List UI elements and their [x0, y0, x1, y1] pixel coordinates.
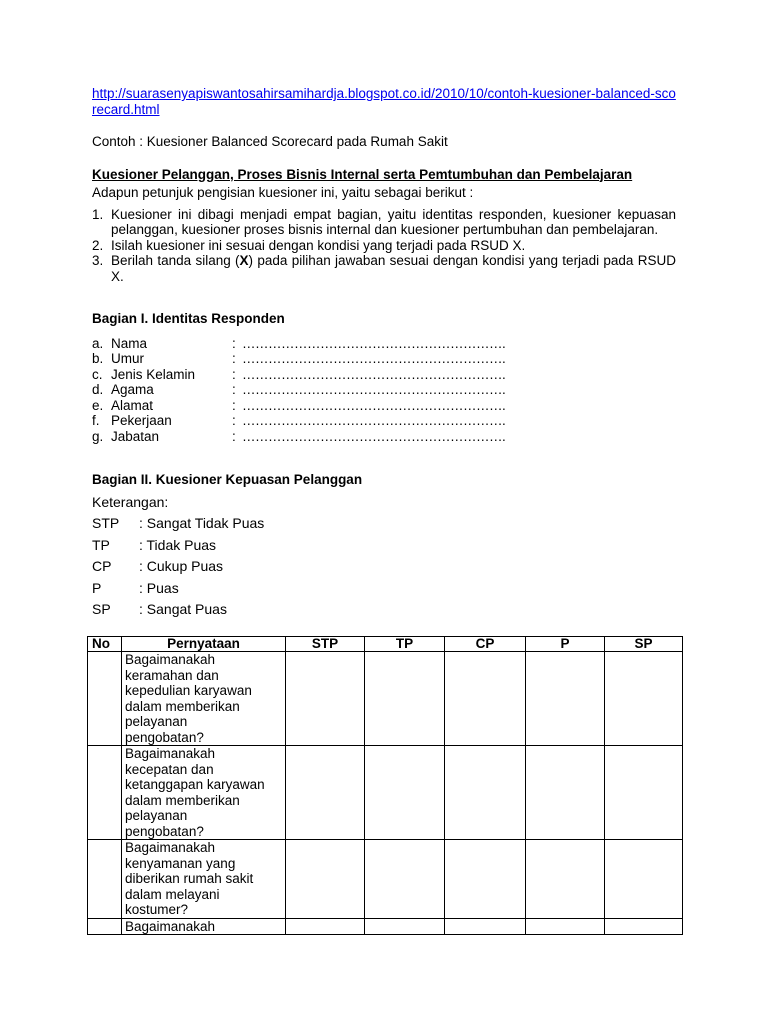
statement-cell	[122, 652, 286, 746]
answer-cell-tp[interactable]	[365, 918, 445, 935]
answer-cell-tp[interactable]	[365, 746, 445, 840]
statement-line: dalam memberikan	[125, 698, 240, 714]
statement-line: Bagaimanakah	[125, 918, 216, 934]
identity-row	[92, 398, 676, 414]
instruction-item	[92, 207, 676, 238]
answer-cell-p[interactable]	[526, 652, 605, 746]
statement-line: ketanggapan karyawan	[125, 777, 265, 792]
answer-cell-stp[interactable]	[286, 746, 365, 840]
identity-row	[92, 351, 676, 367]
identity-fields	[92, 336, 676, 445]
answer-cell-sp[interactable]	[605, 746, 683, 840]
field-label: Agama	[111, 382, 154, 397]
identity-row	[92, 367, 676, 383]
legend-row	[92, 581, 676, 603]
intro-text: Adapun petunjuk pengisian kuesioner ini, yaitu sebagai berikut :	[92, 185, 474, 200]
answer-cell-cp[interactable]	[445, 918, 526, 935]
field-letter: b.	[92, 351, 104, 366]
field-label: Alamat	[111, 397, 154, 413]
field-letter: f.	[92, 413, 100, 428]
row-number-cell	[88, 746, 122, 840]
answer-cell-tp[interactable]	[365, 840, 445, 919]
answer-cell-cp[interactable]	[445, 652, 526, 746]
legend-code: TP	[92, 536, 110, 553]
field-label: Jenis Kelamin	[111, 366, 196, 382]
answer-cell-p[interactable]	[526, 918, 605, 935]
field-blank[interactable]: …………………………………………………….	[242, 397, 506, 413]
instruction-text: ) pada pilihan jawaban sesuai dengan kondisi yang terjadi pada RSUD X.	[111, 253, 676, 284]
example-title: Contoh : Kuesioner Balanced Scorecard pada Rumah Sakit	[92, 134, 448, 149]
statement-cell	[122, 840, 286, 919]
instruction-mark: X	[239, 253, 249, 268]
field-letter: d.	[92, 382, 104, 397]
statement-line: kostumer?	[125, 902, 189, 917]
legend-code: CP	[92, 558, 112, 574]
statement-line: Bagaimanakah	[125, 746, 216, 761]
legend-code: SP	[92, 601, 111, 617]
field-letter: c.	[92, 366, 103, 382]
statement-line: pelayanan	[125, 808, 188, 823]
col-header-tp: TP	[365, 637, 445, 652]
answer-cell-stp[interactable]	[286, 840, 365, 919]
legend-title: Keterangan:	[92, 493, 169, 510]
field-colon: :	[232, 428, 236, 444]
table-row	[88, 746, 683, 840]
instruction-number: 1.	[92, 206, 104, 222]
field-colon: :	[232, 397, 236, 413]
statement-line: pengobatan?	[125, 729, 204, 745]
statement-line: kecepatan dan	[125, 761, 214, 777]
statement-line: dalam memberikan	[125, 792, 240, 808]
answer-cell-sp[interactable]	[605, 918, 683, 935]
field-blank[interactable]: …………………………………………………….	[242, 335, 506, 351]
identity-row	[92, 382, 676, 398]
legend-desc: : Puas	[139, 579, 179, 596]
field-colon: :	[232, 382, 236, 397]
legend-desc: : Sangat Puas	[139, 601, 227, 617]
identity-row	[92, 413, 676, 429]
source-link[interactable]: http://suarasenyapiswantosahirsamihardja.blogspot.co.id/2010/10/contoh-kuesioner-balanced-scorecard.html	[92, 86, 676, 117]
statement-line: keramahan dan	[125, 667, 219, 683]
legend-row	[92, 538, 676, 560]
legend-code: P	[92, 579, 102, 596]
statement-line: pelayanan	[125, 714, 188, 729]
row-number-cell	[88, 918, 122, 935]
table-row	[88, 918, 683, 935]
field-blank[interactable]: …………………………………………………….	[242, 413, 506, 428]
answer-cell-cp[interactable]	[445, 840, 526, 919]
legend-row	[92, 602, 676, 624]
statement-line: diberikan rumah sakit	[125, 871, 254, 886]
field-letter: g.	[92, 428, 104, 444]
field-colon: :	[232, 413, 236, 428]
col-header-cp: CP	[445, 637, 526, 652]
legend-desc: : Sangat Tidak Puas	[139, 515, 265, 531]
document-page	[92, 86, 676, 624]
legend	[92, 516, 676, 624]
instruction-text: Berilah tanda silang (	[111, 253, 240, 268]
field-colon: :	[232, 335, 236, 351]
statement-line: pengobatan?	[125, 823, 204, 839]
statement-line: kepedulian karyawan	[125, 683, 252, 698]
section2-title: Bagian II. Kuesioner Kepuasan Pelanggan	[92, 472, 363, 487]
legend-row	[92, 559, 676, 581]
answer-cell-sp[interactable]	[605, 652, 683, 746]
instruction-list	[92, 207, 676, 285]
col-header-pernyataan: Pernyataan	[122, 637, 286, 652]
col-header-sp: SP	[605, 637, 683, 652]
legend-row	[92, 516, 676, 538]
instruction-number: 2.	[92, 237, 104, 253]
table-row	[88, 652, 683, 746]
answer-cell-tp[interactable]	[365, 652, 445, 746]
field-label: Pekerjaan	[111, 413, 172, 428]
legend-desc: : Cukup Puas	[139, 558, 224, 574]
instruction-text: Kuesioner ini dibagi menjadi empat bagian, yaitu identitas responden, kuesioner kepuasan pelanggan, kuesioner proses bisnis internal dan kuesioner pertumbuhan dan pembelajaran.	[111, 206, 676, 237]
statement-cell	[122, 746, 286, 840]
field-blank[interactable]: …………………………………………………….	[242, 351, 506, 366]
statement-line: Bagaimanakah	[125, 652, 216, 667]
table-row	[88, 840, 683, 919]
field-blank[interactable]: …………………………………………………….	[242, 428, 506, 444]
statement-line: kenyamanan yang	[125, 855, 236, 871]
col-header-stp: STP	[286, 637, 365, 652]
field-blank[interactable]: …………………………………………………….	[242, 366, 506, 382]
instruction-number: 3.	[92, 253, 104, 268]
statement-cell	[122, 918, 286, 935]
answer-cell-p[interactable]	[526, 746, 605, 840]
field-letter: a.	[92, 335, 104, 351]
legend-desc: : Tidak Puas	[139, 536, 217, 553]
field-colon: :	[232, 351, 236, 366]
answer-cell-p[interactable]	[526, 840, 605, 919]
instruction-item	[92, 253, 676, 284]
answer-cell-cp[interactable]	[445, 746, 526, 840]
answer-cell-stp[interactable]	[286, 652, 365, 746]
table-header-row	[88, 637, 683, 652]
col-header-no: No	[88, 637, 122, 652]
row-number-cell	[88, 652, 122, 746]
field-colon: :	[232, 366, 236, 382]
section1-title: Bagian I. Identitas Responden	[92, 311, 285, 326]
instruction-item	[92, 238, 676, 254]
row-number-cell	[88, 840, 122, 919]
answer-cell-sp[interactable]	[605, 840, 683, 919]
answer-cell-stp[interactable]	[286, 918, 365, 935]
instruction-text: Isilah kuesioner ini sesuai dengan kondisi yang terjadi pada RSUD X.	[111, 237, 526, 253]
field-blank[interactable]: …………………………………………………….	[242, 382, 506, 397]
col-header-p: P	[526, 637, 605, 652]
field-label: Jabatan	[111, 428, 160, 444]
main-heading: Kuesioner Pelanggan, Proses Bisnis Internal serta Pemtumbuhan dan Pembelajaran	[92, 166, 633, 182]
statement-line: Bagaimanakah	[125, 840, 216, 855]
field-letter: e.	[92, 397, 104, 413]
identity-row	[92, 336, 676, 352]
field-label: Nama	[111, 335, 148, 351]
legend-code: STP	[92, 515, 120, 531]
field-label: Umur	[111, 351, 144, 366]
identity-row	[92, 429, 676, 445]
statement-line: dalam melayani	[125, 886, 220, 902]
satisfaction-table	[87, 636, 683, 935]
